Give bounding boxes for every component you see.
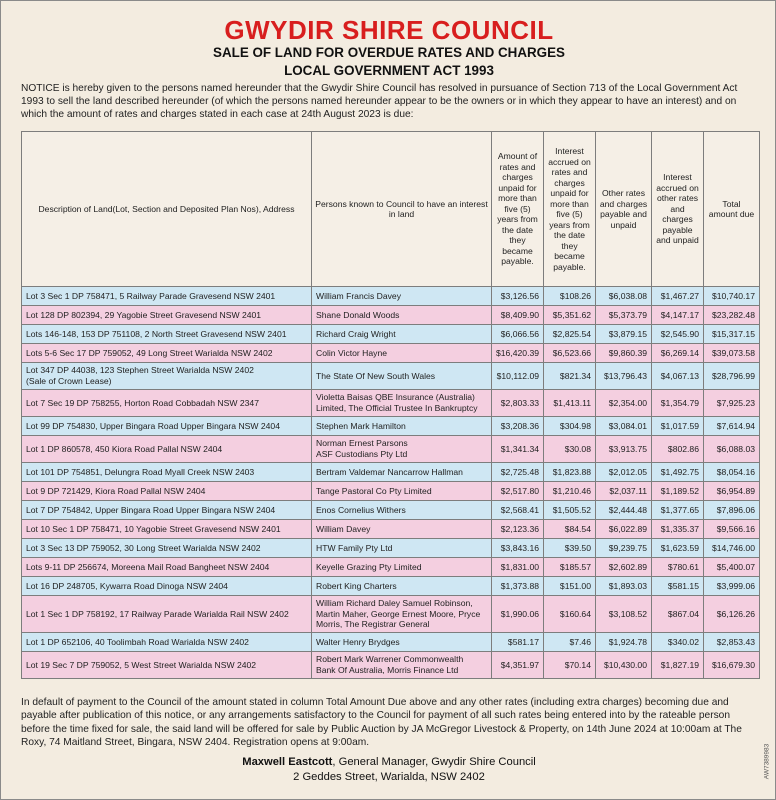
interest-other-cell: $1,492.75 (652, 463, 704, 482)
rates-cell: $6,066.56 (492, 325, 544, 344)
table-body (22, 287, 760, 679)
land-description: Lot 1 Sec 1 DP 758192, 17 Railway Parade Warialda Rail NSW 2402 (22, 596, 312, 633)
rates-cell: $16,420.39 (492, 344, 544, 363)
persons-cell: Richard Craig Wright (312, 325, 492, 344)
interest-other-cell: $1,189.52 (652, 482, 704, 501)
col-header-description: Description of Land(Lot, Section and Deposited Plan Nos), Address (22, 132, 312, 287)
land-description: Lot 7 DP 754842, Upper Bingara Road Upper Bingara NSW 2404 (22, 501, 312, 520)
table-row (22, 344, 760, 363)
other-cell: $9,239.75 (596, 539, 652, 558)
total-cell: $8,054.16 (704, 463, 760, 482)
land-description: Lot 347 DP 44038, 123 Stephen Street Warialda NSW 2402 (Sale of Crown Lease) (22, 363, 312, 390)
interest-rates-cell: $30.08 (544, 436, 596, 463)
interest-rates-cell: $108.26 (544, 287, 596, 306)
persons-cell: Tange Pastoral Co Pty Limited (312, 482, 492, 501)
rates-cell: $1,990.06 (492, 596, 544, 633)
other-cell: $2,012.05 (596, 463, 652, 482)
land-description: Lot 3 Sec 1 DP 758471, 5 Railway Parade Gravesend NSW 2401 (22, 287, 312, 306)
total-cell: $15,317.15 (704, 325, 760, 344)
land-sale-table (21, 131, 760, 679)
persons-cell: HTW Family Pty Ltd (312, 539, 492, 558)
table-row (22, 436, 760, 463)
footer-paragraph: In default of payment to the Council of the amount stated in column Total Amount Due above and any other rates (including extra charges) becoming due and payable after publication of this notice, or any arrangements satisfactory to the Council for payment of all such rates being entered into by the rateable person before the time fixed for sale, the said land will be offered for sale by Public Auction by JA McGregor Livestock & Property, on 14th June 2024 at 10:00am at The Roxy, 74 Maitland Street, Bingara, NSW 2404. Registration opens at 9:00am. (21, 697, 742, 749)
interest-rates-cell: $39.50 (544, 539, 596, 558)
table-row (22, 306, 760, 325)
interest-rates-cell: $1,210.46 (544, 482, 596, 501)
other-cell: $2,444.48 (596, 501, 652, 520)
interest-rates-cell: $6,523.66 (544, 344, 596, 363)
rates-cell: $581.17 (492, 633, 544, 652)
act-subtitle: LOCAL GOVERNMENT ACT 1993 (284, 63, 494, 78)
signatory-name: Maxwell Eastcott (242, 756, 333, 768)
total-cell: $14,746.00 (704, 539, 760, 558)
other-cell: $1,893.03 (596, 577, 652, 596)
persons-cell: Robert King Charters (312, 577, 492, 596)
land-description: Lot 19 Sec 7 DP 759052, 5 West Street Warialda NSW 2402 (22, 652, 312, 679)
table-row (22, 596, 760, 633)
interest-other-cell: $2,545.90 (652, 325, 704, 344)
persons-cell: William Davey (312, 520, 492, 539)
total-cell: $16,679.30 (704, 652, 760, 679)
rates-cell: $2,568.41 (492, 501, 544, 520)
persons-cell: Stephen Mark Hamilton (312, 417, 492, 436)
persons-cell: The State Of New South Wales (312, 363, 492, 390)
total-cell: $3,999.06 (704, 577, 760, 596)
table-row (22, 501, 760, 520)
rates-cell: $10,112.09 (492, 363, 544, 390)
interest-rates-cell: $1,413.11 (544, 390, 596, 417)
rates-cell: $3,843.16 (492, 539, 544, 558)
land-description: Lots 146-148, 153 DP 751108, 2 North Street Gravesend NSW 2401 (22, 325, 312, 344)
other-cell: $2,037.11 (596, 482, 652, 501)
rates-cell: $2,517.80 (492, 482, 544, 501)
table-row (22, 482, 760, 501)
interest-rates-cell: $70.14 (544, 652, 596, 679)
total-cell: $7,614.94 (704, 417, 760, 436)
total-cell: $28,796.99 (704, 363, 760, 390)
signature-line (1, 756, 776, 768)
table-row (22, 633, 760, 652)
other-cell: $3,879.15 (596, 325, 652, 344)
table-row (22, 577, 760, 596)
rates-cell: $1,341.34 (492, 436, 544, 463)
interest-rates-cell: $2,825.54 (544, 325, 596, 344)
total-cell: $10,740.17 (704, 287, 760, 306)
interest-rates-cell: $1,823.88 (544, 463, 596, 482)
interest-other-cell: $1,623.59 (652, 539, 704, 558)
notice-subtitle: SALE OF LAND FOR OVERDUE RATES AND CHARGES (213, 45, 565, 60)
other-cell: $2,354.00 (596, 390, 652, 417)
total-cell: $7,925.23 (704, 390, 760, 417)
other-cell: $9,860.39 (596, 344, 652, 363)
table-row (22, 390, 760, 417)
signatory-role: , General Manager, Gwydir Shire Council (332, 756, 536, 768)
interest-other-cell: $4,147.17 (652, 306, 704, 325)
interest-other-cell: $1,017.59 (652, 417, 704, 436)
interest-rates-cell: $5,351.62 (544, 306, 596, 325)
land-description: Lot 1 DP 860578, 450 Kiora Road Pallal NSW 2404 (22, 436, 312, 463)
rates-cell: $8,409.90 (492, 306, 544, 325)
interest-other-cell: $802.86 (652, 436, 704, 463)
other-cell: $1,924.78 (596, 633, 652, 652)
land-description: Lot 99 DP 754830, Upper Bingara Road Upper Bingara NSW 2404 (22, 417, 312, 436)
persons-cell: Bertram Valdemar Nancarrow Hallman (312, 463, 492, 482)
persons-cell: Walter Henry Brydges (312, 633, 492, 652)
interest-rates-cell: $304.98 (544, 417, 596, 436)
interest-rates-cell: $185.57 (544, 558, 596, 577)
interest-rates-cell: $84.54 (544, 520, 596, 539)
interest-other-cell: $1,354.79 (652, 390, 704, 417)
rates-cell: $3,208.36 (492, 417, 544, 436)
persons-cell: Enos Cornelius Withers (312, 501, 492, 520)
interest-other-cell: $1,335.37 (652, 520, 704, 539)
total-cell: $9,566.16 (704, 520, 760, 539)
col-header-persons: Persons known to Council to have an interest in land (312, 132, 492, 287)
total-cell: $39,073.58 (704, 344, 760, 363)
persons-cell: Norman Ernest Parsons ASF Custodians Pty Ltd (312, 436, 492, 463)
table-row (22, 558, 760, 577)
interest-other-cell: $1,467.27 (652, 287, 704, 306)
interest-rates-cell: $1,505.52 (544, 501, 596, 520)
total-cell: $6,088.03 (704, 436, 760, 463)
table-header-row (22, 132, 760, 287)
land-description: Lot 3 Sec 13 DP 759052, 30 Long Street Warialda NSW 2402 (22, 539, 312, 558)
other-cell: $6,022.89 (596, 520, 652, 539)
other-cell: $3,108.52 (596, 596, 652, 633)
land-description: Lot 1 DP 652106, 40 Toolimbah Road Warialda NSW 2402 (22, 633, 312, 652)
table-row (22, 417, 760, 436)
col-header-total: Total amount due (704, 132, 760, 287)
table-row (22, 652, 760, 679)
other-cell: $3,084.01 (596, 417, 652, 436)
rates-cell: $1,373.88 (492, 577, 544, 596)
land-description: Lot 101 DP 754851, Delungra Road Myall Creek NSW 2403 (22, 463, 312, 482)
rates-cell: $2,123.36 (492, 520, 544, 539)
other-cell: $6,038.08 (596, 287, 652, 306)
persons-cell: Robert Mark Warrener Commonwealth Bank Of Australia, Morris Finance Ltd (312, 652, 492, 679)
interest-other-cell: $867.04 (652, 596, 704, 633)
total-cell: $5,400.07 (704, 558, 760, 577)
total-cell: $2,853.43 (704, 633, 760, 652)
rates-cell: $2,803.33 (492, 390, 544, 417)
interest-other-cell: $6,269.14 (652, 344, 704, 363)
interest-other-cell: $581.15 (652, 577, 704, 596)
interest-rates-cell: $7.46 (544, 633, 596, 652)
persons-cell: Colin Victor Hayne (312, 344, 492, 363)
table-row (22, 287, 760, 306)
rates-cell: $1,831.00 (492, 558, 544, 577)
total-cell: $23,282.48 (704, 306, 760, 325)
land-description: Lots 5-6 Sec 17 DP 759052, 49 Long Street Warialda NSW 2402 (22, 344, 312, 363)
persons-cell: William Richard Daley Samuel Robinson, Martin Maher, George Ernest Moore, Pryce Morris, The Registrar General (312, 596, 492, 633)
table-row (22, 520, 760, 539)
total-cell: $6,954.89 (704, 482, 760, 501)
interest-other-cell: $1,377.65 (652, 501, 704, 520)
other-cell: $13,796.43 (596, 363, 652, 390)
other-cell: $10,430.00 (596, 652, 652, 679)
interest-other-cell: $1,827.19 (652, 652, 704, 679)
land-description: Lot 16 DP 248705, Kywarra Road Dinoga NSW 2404 (22, 577, 312, 596)
land-description: Lots 9-11 DP 256674, Moreena Mail Road Bangheet NSW 2404 (22, 558, 312, 577)
persons-cell: William Francis Davey (312, 287, 492, 306)
interest-other-cell: $780.61 (652, 558, 704, 577)
rates-cell: $3,126.56 (492, 287, 544, 306)
other-cell: $3,913.75 (596, 436, 652, 463)
table-row (22, 463, 760, 482)
notice-paragraph: NOTICE is hereby given to the persons named hereunder that the Gwydir Shire Council has resolved in pursuance of Section 713 of the Local Government Act 1993 to sell the land described hereunder (of which the persons named hereunder appear to be the owners or in which they appear to have an interest) and on which the amount of rates and charges stated in each case at 24th August 2023 is due: (21, 83, 738, 120)
col-header-other: Other rates and charges payable and unpaid (596, 132, 652, 287)
rates-cell: $2,725.48 (492, 463, 544, 482)
other-cell: $2,602.89 (596, 558, 652, 577)
total-cell: $6,126.26 (704, 596, 760, 633)
land-description: Lot 128 DP 802394, 29 Yagobie Street Gravesend NSW 2401 (22, 306, 312, 325)
table-row (22, 363, 760, 390)
rates-cell: $4,351.97 (492, 652, 544, 679)
interest-other-cell: $340.02 (652, 633, 704, 652)
council-address: 2 Geddes Street, Warialda, NSW 2402 (293, 771, 485, 783)
table-row (22, 325, 760, 344)
interest-rates-cell: $821.34 (544, 363, 596, 390)
land-description: Lot 9 DP 721429, Kiora Road Pallal NSW 2404 (22, 482, 312, 501)
interest-rates-cell: $160.64 (544, 596, 596, 633)
interest-rates-cell: $151.00 (544, 577, 596, 596)
persons-cell: Keyelle Grazing Pty Limited (312, 558, 492, 577)
persons-cell: Violetta Baisas QBE Insurance (Australia) Limited, The Official Trustee In Bankruptcy (312, 390, 492, 417)
col-header-interest-rates: Interest accrued on rates and charges unpaid for more than five (5) years from the date they became payable. (544, 132, 596, 287)
persons-cell: Shane Donald Woods (312, 306, 492, 325)
council-title: GWYDIR SHIRE COUNCIL (224, 15, 554, 45)
other-cell: $5,373.79 (596, 306, 652, 325)
table-row (22, 539, 760, 558)
total-cell: $7,896.06 (704, 501, 760, 520)
reference-code (759, 736, 771, 796)
reference-code-text: AW7389983 (763, 743, 771, 780)
land-description: Lot 7 Sec 19 DP 758255, Horton Road Cobbadah NSW 2347 (22, 390, 312, 417)
interest-other-cell: $4,067.13 (652, 363, 704, 390)
land-description: Lot 10 Sec 1 DP 758471, 10 Yagobie Street Gravesend NSW 2401 (22, 520, 312, 539)
col-header-interest-other: Interest accrued on other rates and charges payable and unpaid (652, 132, 704, 287)
col-header-rates: Amount of rates and charges unpaid for more than five (5) years from the date they became payable. (492, 132, 544, 287)
